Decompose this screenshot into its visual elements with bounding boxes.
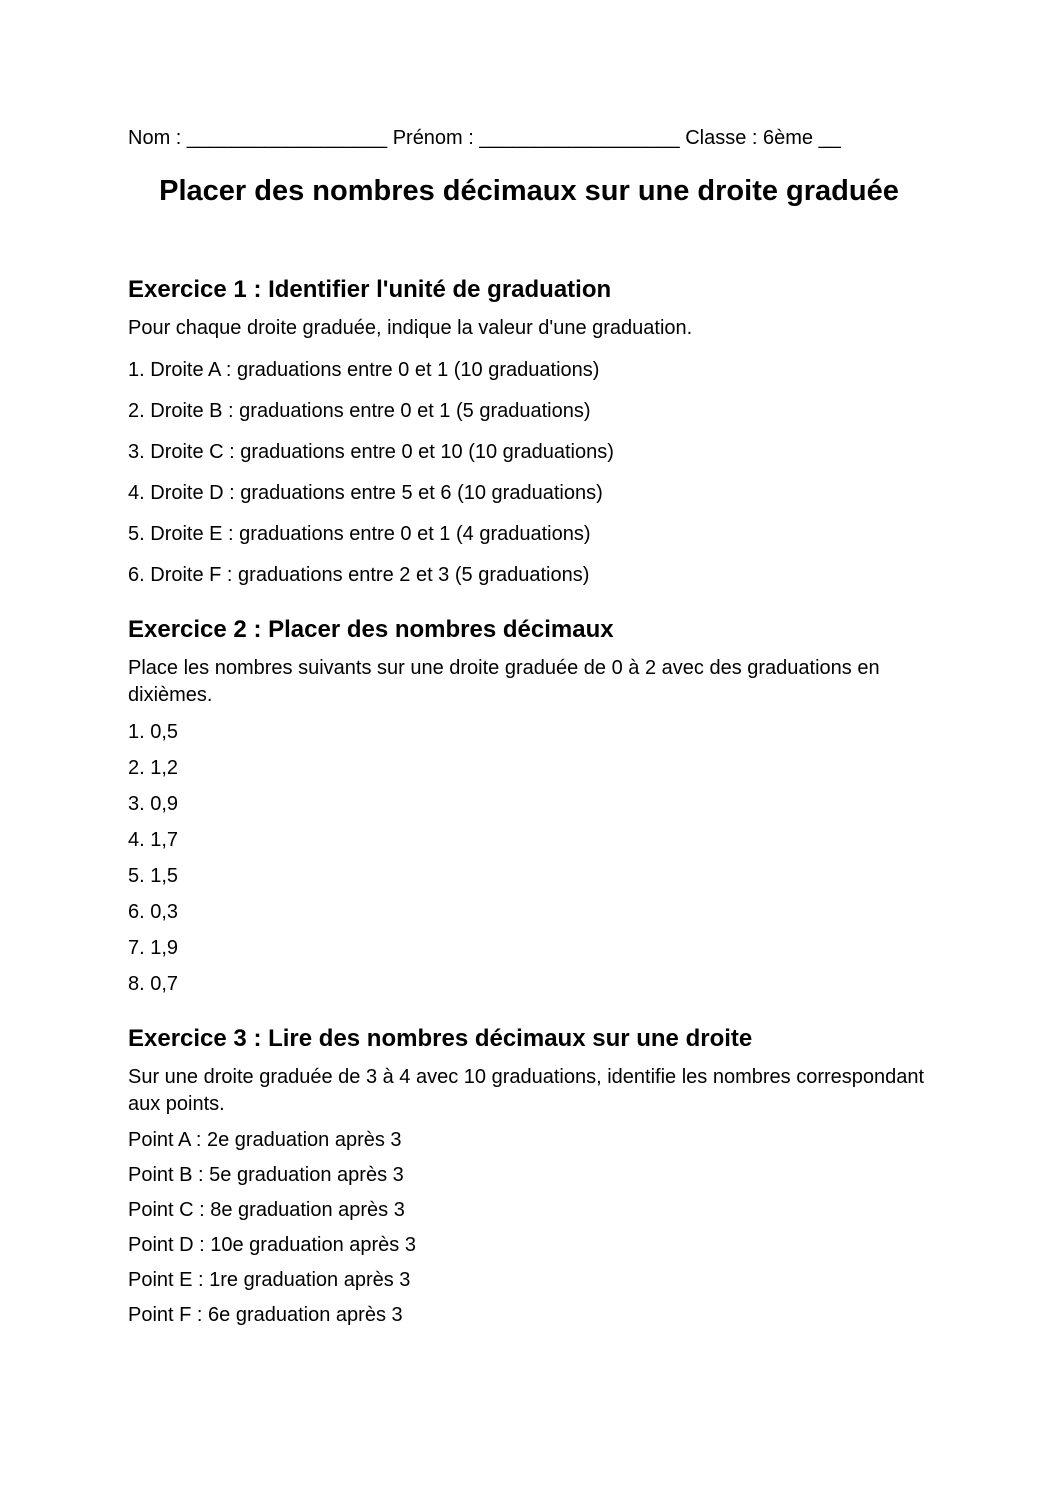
item-number: 6. — [128, 564, 145, 586]
list-item — [128, 480, 930, 506]
list-item — [128, 899, 930, 925]
list-item — [128, 935, 930, 961]
item-text: Droite D : graduations entre 5 et 6 (10 graduations) — [150, 482, 603, 504]
list-item — [128, 719, 930, 745]
student-info-line — [128, 127, 930, 150]
item-number: 3. — [128, 441, 145, 463]
item-text: 1,7 — [150, 829, 179, 851]
exercise2-intro: Place les nombres suivants sur une droite graduée de 0 à 2 avec des graduations en dixièmes. — [128, 657, 880, 706]
exercise3-intro: Sur une droite graduée de 3 à 4 avec 10 graduations, identifie les nombres correspondant aux points. — [128, 1066, 925, 1115]
classe-label: Classe : — [685, 127, 758, 149]
list-item: Point D : 10e graduation après 3 — [128, 1234, 416, 1256]
nom-label: Nom : — [128, 127, 182, 149]
exercise1-intro: Pour chaque droite graduée, indique la valeur d'une graduation. — [128, 317, 693, 339]
exercise3-heading: Exercice 3 : Lire des nombres décimaux sur une droite — [128, 1025, 753, 1052]
item-text: Droite E : graduations entre 0 et 1 (4 graduations) — [150, 523, 591, 545]
list-item — [128, 755, 930, 781]
exercise1-heading: Exercice 1 : Identifier l'unité de graduation — [128, 276, 612, 303]
item-text: 1,2 — [150, 757, 179, 779]
item-text: 1,9 — [150, 937, 179, 959]
item-number: 3. — [128, 793, 145, 815]
page-title: Placer des nombres décimaux sur une droite graduée — [159, 175, 899, 207]
list-item — [128, 562, 930, 588]
list-item — [128, 439, 930, 465]
prenom-label: Prénom : — [392, 127, 474, 149]
list-item — [128, 971, 930, 997]
item-text: Droite B : graduations entre 0 et 1 (5 graduations) — [150, 400, 591, 422]
item-text: 0,5 — [150, 721, 179, 743]
list-item — [128, 863, 930, 889]
item-number: 7. — [128, 937, 145, 959]
item-text: Droite F : graduations entre 2 et 3 (5 graduations) — [150, 564, 590, 586]
list-item — [128, 827, 930, 853]
item-text: Droite C : graduations entre 0 et 10 (10 graduations) — [150, 441, 614, 463]
item-number: 2. — [128, 757, 145, 779]
list-item: Point A : 2e graduation après 3 — [128, 1129, 402, 1151]
item-text: 0,3 — [150, 901, 179, 923]
list-item: Point E : 1re graduation après 3 — [128, 1269, 411, 1291]
item-number: 1. — [128, 359, 145, 381]
list-item — [128, 398, 930, 424]
item-number: 4. — [128, 482, 145, 504]
classe-value: 6ème — [763, 127, 814, 149]
nom-blank-line: __________________ — [186, 127, 388, 149]
list-item: Point B : 5e graduation après 3 — [128, 1164, 404, 1186]
list-item — [128, 357, 930, 383]
list-item: Point C : 8e graduation après 3 — [128, 1199, 405, 1221]
classe-blank-line: __ — [818, 127, 841, 149]
item-text: 0,9 — [150, 793, 179, 815]
list-item: Point F : 6e graduation après 3 — [128, 1304, 403, 1326]
exercise2-list — [128, 719, 930, 997]
exercise2-heading: Exercice 2 : Placer des nombres décimaux — [128, 616, 614, 643]
item-number: 2. — [128, 400, 145, 422]
item-number: 5. — [128, 523, 145, 545]
item-number: 1. — [128, 721, 145, 743]
prenom-blank-line: __________________ — [479, 127, 680, 149]
item-number: 8. — [128, 973, 145, 995]
item-text: 1,5 — [150, 865, 179, 887]
list-item — [128, 791, 930, 817]
item-number: 5. — [128, 865, 145, 887]
item-text: 0,7 — [150, 973, 179, 995]
item-number: 4. — [128, 829, 145, 851]
item-text: Droite A : graduations entre 0 et 1 (10 graduations) — [150, 359, 600, 381]
exercise3-list — [128, 1127, 930, 1328]
exercise1-list — [128, 357, 930, 588]
list-item — [128, 521, 930, 547]
item-number: 6. — [128, 901, 145, 923]
